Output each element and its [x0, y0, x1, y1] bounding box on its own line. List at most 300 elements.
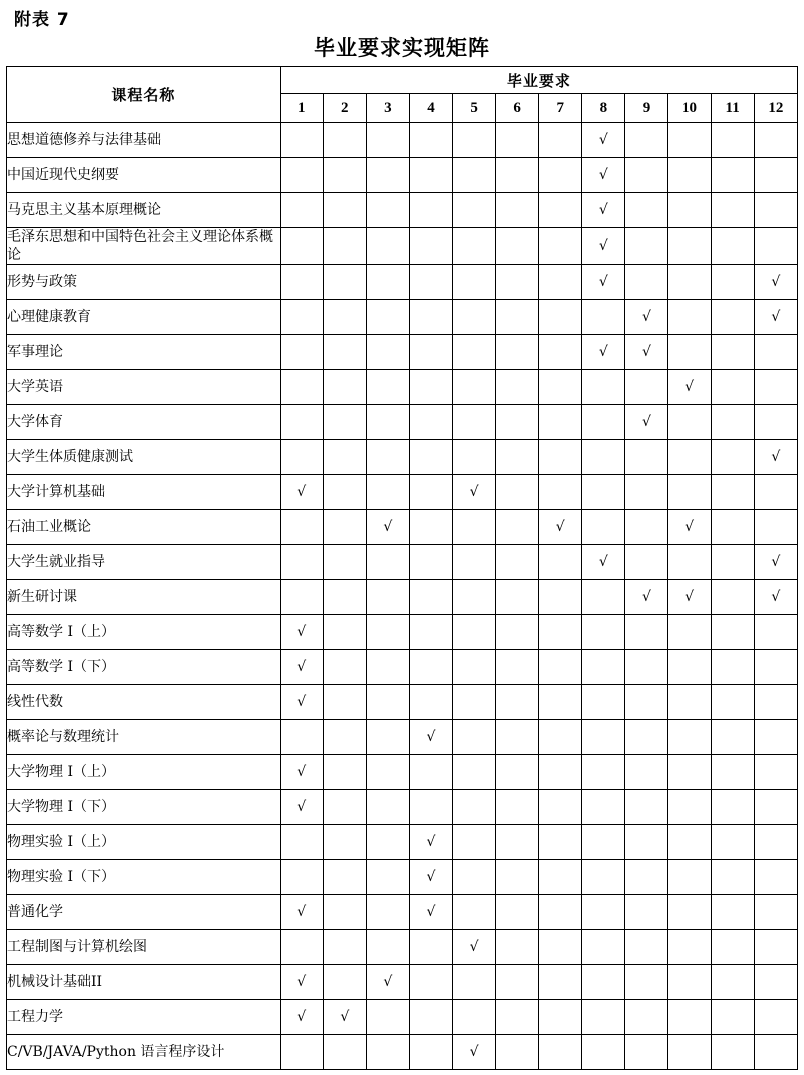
empty-cell — [668, 545, 711, 580]
empty-cell — [323, 580, 366, 615]
empty-cell — [754, 720, 797, 755]
empty-cell — [366, 650, 409, 685]
empty-cell — [409, 545, 452, 580]
check-mark: √ — [754, 580, 797, 615]
empty-cell — [409, 1035, 452, 1070]
empty-cell — [582, 825, 625, 860]
empty-cell — [496, 193, 539, 228]
empty-cell — [582, 1000, 625, 1035]
empty-cell — [668, 440, 711, 475]
empty-cell — [754, 405, 797, 440]
empty-cell — [711, 650, 754, 685]
empty-cell — [409, 158, 452, 193]
empty-cell — [668, 965, 711, 1000]
empty-cell — [754, 895, 797, 930]
requirement-number-header: 10 — [668, 94, 711, 123]
check-mark: √ — [582, 228, 625, 265]
check-mark: √ — [754, 545, 797, 580]
empty-cell — [280, 405, 323, 440]
empty-cell — [711, 300, 754, 335]
check-mark: √ — [582, 545, 625, 580]
empty-cell — [668, 158, 711, 193]
check-mark: √ — [625, 300, 668, 335]
empty-cell — [711, 265, 754, 300]
empty-cell — [539, 370, 582, 405]
empty-cell — [366, 545, 409, 580]
empty-cell — [668, 300, 711, 335]
empty-cell — [711, 1000, 754, 1035]
course-name-cell: 大学生就业指导 — [7, 545, 281, 580]
empty-cell — [582, 790, 625, 825]
empty-cell — [582, 685, 625, 720]
empty-cell — [668, 790, 711, 825]
empty-cell — [280, 370, 323, 405]
empty-cell — [453, 405, 496, 440]
empty-cell — [496, 965, 539, 1000]
course-name-cell: 中国近现代史纲要 — [7, 158, 281, 193]
course-name-cell: 大学物理 I（下） — [7, 790, 281, 825]
empty-cell — [280, 123, 323, 158]
empty-cell — [323, 545, 366, 580]
empty-cell — [754, 650, 797, 685]
empty-cell — [754, 228, 797, 265]
table-row — [7, 650, 798, 685]
empty-cell — [366, 158, 409, 193]
empty-cell — [409, 1000, 452, 1035]
empty-cell — [711, 685, 754, 720]
empty-cell — [323, 370, 366, 405]
empty-cell — [582, 895, 625, 930]
empty-cell — [754, 370, 797, 405]
empty-cell — [539, 1035, 582, 1070]
empty-cell — [668, 1035, 711, 1070]
empty-cell — [625, 930, 668, 965]
empty-cell — [625, 615, 668, 650]
empty-cell — [496, 510, 539, 545]
table-row — [7, 440, 798, 475]
empty-cell — [280, 335, 323, 370]
table-row — [7, 860, 798, 895]
empty-cell — [668, 650, 711, 685]
empty-cell — [366, 123, 409, 158]
empty-cell — [453, 860, 496, 895]
empty-cell — [711, 930, 754, 965]
check-mark: √ — [625, 335, 668, 370]
empty-cell — [711, 440, 754, 475]
empty-cell — [453, 720, 496, 755]
check-mark: √ — [366, 965, 409, 1000]
empty-cell — [409, 930, 452, 965]
empty-cell — [668, 405, 711, 440]
empty-cell — [539, 860, 582, 895]
empty-cell — [582, 720, 625, 755]
empty-cell — [323, 405, 366, 440]
empty-cell — [496, 475, 539, 510]
empty-cell — [409, 265, 452, 300]
empty-cell — [323, 228, 366, 265]
empty-cell — [625, 825, 668, 860]
check-mark: √ — [409, 860, 452, 895]
empty-cell — [539, 825, 582, 860]
empty-cell — [754, 860, 797, 895]
course-name-cell: 工程制图与计算机绘图 — [7, 930, 281, 965]
empty-cell — [625, 193, 668, 228]
empty-cell — [625, 1000, 668, 1035]
empty-cell — [366, 825, 409, 860]
empty-cell — [668, 755, 711, 790]
empty-cell — [582, 965, 625, 1000]
empty-cell — [668, 193, 711, 228]
empty-cell — [453, 615, 496, 650]
empty-cell — [496, 650, 539, 685]
empty-cell — [453, 895, 496, 930]
table-row — [7, 193, 798, 228]
empty-cell — [496, 1035, 539, 1070]
requirement-number-header: 3 — [366, 94, 409, 123]
empty-cell — [625, 895, 668, 930]
empty-cell — [711, 193, 754, 228]
course-name-cell: 大学物理 I（上） — [7, 755, 281, 790]
check-mark: √ — [280, 650, 323, 685]
graduation-requirements-header: 毕业要求 — [280, 67, 797, 94]
empty-cell — [280, 228, 323, 265]
requirement-number-header: 12 — [754, 94, 797, 123]
check-mark: √ — [582, 335, 625, 370]
empty-cell — [453, 335, 496, 370]
empty-cell — [496, 228, 539, 265]
empty-cell — [754, 193, 797, 228]
empty-cell — [582, 510, 625, 545]
table-row — [7, 510, 798, 545]
empty-cell — [366, 335, 409, 370]
check-mark: √ — [280, 790, 323, 825]
empty-cell — [366, 228, 409, 265]
empty-cell — [711, 228, 754, 265]
table-row — [7, 965, 798, 1000]
empty-cell — [625, 265, 668, 300]
empty-cell — [453, 370, 496, 405]
empty-cell — [496, 580, 539, 615]
empty-cell — [409, 370, 452, 405]
empty-cell — [539, 228, 582, 265]
empty-cell — [453, 685, 496, 720]
empty-cell — [496, 158, 539, 193]
empty-cell — [453, 228, 496, 265]
empty-cell — [539, 265, 582, 300]
empty-cell — [366, 720, 409, 755]
empty-cell — [496, 895, 539, 930]
empty-cell — [754, 475, 797, 510]
table-row — [7, 158, 798, 193]
empty-cell — [409, 440, 452, 475]
empty-cell — [539, 685, 582, 720]
empty-cell — [409, 755, 452, 790]
empty-cell — [366, 193, 409, 228]
empty-cell — [668, 895, 711, 930]
table-row — [7, 930, 798, 965]
check-mark: √ — [625, 580, 668, 615]
empty-cell — [496, 930, 539, 965]
empty-cell — [366, 1035, 409, 1070]
empty-cell — [323, 615, 366, 650]
empty-cell — [754, 615, 797, 650]
empty-cell — [539, 930, 582, 965]
check-mark: √ — [582, 265, 625, 300]
empty-cell — [582, 755, 625, 790]
empty-cell — [453, 545, 496, 580]
empty-cell — [711, 545, 754, 580]
empty-cell — [668, 475, 711, 510]
course-name-cell: C/VB/JAVA/Python 语言程序设计 — [7, 1035, 281, 1070]
empty-cell — [754, 123, 797, 158]
empty-cell — [453, 965, 496, 1000]
empty-cell — [625, 755, 668, 790]
empty-cell — [754, 510, 797, 545]
table-row — [7, 228, 798, 265]
empty-cell — [711, 510, 754, 545]
empty-cell — [711, 370, 754, 405]
table-row — [7, 720, 798, 755]
empty-cell — [323, 265, 366, 300]
requirements-matrix-table — [6, 66, 798, 1070]
empty-cell — [280, 300, 323, 335]
empty-cell — [409, 335, 452, 370]
empty-cell — [409, 580, 452, 615]
empty-cell — [323, 300, 366, 335]
table-row — [7, 580, 798, 615]
check-mark: √ — [280, 615, 323, 650]
empty-cell — [496, 370, 539, 405]
requirement-number-header: 5 — [453, 94, 496, 123]
empty-cell — [496, 335, 539, 370]
empty-cell — [668, 930, 711, 965]
course-name-cell: 普通化学 — [7, 895, 281, 930]
empty-cell — [625, 860, 668, 895]
empty-cell — [582, 475, 625, 510]
course-name-cell: 新生研讨课 — [7, 580, 281, 615]
requirement-number-header: 11 — [711, 94, 754, 123]
check-mark: √ — [625, 405, 668, 440]
empty-cell — [496, 545, 539, 580]
empty-cell — [582, 580, 625, 615]
empty-cell — [539, 405, 582, 440]
check-mark: √ — [280, 965, 323, 1000]
course-name-cell: 机械设计基础II — [7, 965, 281, 1000]
check-mark: √ — [280, 755, 323, 790]
empty-cell — [582, 300, 625, 335]
empty-cell — [711, 1035, 754, 1070]
empty-cell — [496, 790, 539, 825]
empty-cell — [366, 370, 409, 405]
empty-cell — [323, 755, 366, 790]
empty-cell — [409, 475, 452, 510]
empty-cell — [323, 123, 366, 158]
empty-cell — [754, 685, 797, 720]
empty-cell — [323, 158, 366, 193]
empty-cell — [280, 580, 323, 615]
course-name-cell: 毛泽东思想和中国特色社会主义理论体系概论 — [7, 228, 281, 265]
appendix-label: 附表 7 — [14, 10, 70, 30]
table-row — [7, 335, 798, 370]
course-name-cell: 大学生体质健康测试 — [7, 440, 281, 475]
empty-cell — [409, 685, 452, 720]
empty-cell — [625, 545, 668, 580]
check-mark: √ — [453, 1035, 496, 1070]
empty-cell — [409, 123, 452, 158]
empty-cell — [323, 930, 366, 965]
empty-cell — [539, 123, 582, 158]
table-row — [7, 405, 798, 440]
empty-cell — [711, 965, 754, 1000]
course-name-cell: 物理实验 I（上） — [7, 825, 281, 860]
empty-cell — [539, 440, 582, 475]
empty-cell — [668, 720, 711, 755]
empty-cell — [323, 650, 366, 685]
course-name-cell: 高等数学 I（上） — [7, 615, 281, 650]
empty-cell — [323, 440, 366, 475]
empty-cell — [582, 405, 625, 440]
empty-cell — [539, 475, 582, 510]
empty-cell — [711, 123, 754, 158]
empty-cell — [409, 405, 452, 440]
empty-cell — [711, 895, 754, 930]
empty-cell — [453, 755, 496, 790]
empty-cell — [409, 965, 452, 1000]
empty-cell — [539, 895, 582, 930]
requirement-number-header: 9 — [625, 94, 668, 123]
empty-cell — [323, 860, 366, 895]
empty-cell — [323, 825, 366, 860]
table-row — [7, 265, 798, 300]
table-header — [7, 67, 798, 123]
empty-cell — [453, 1000, 496, 1035]
check-mark: √ — [453, 475, 496, 510]
check-mark: √ — [280, 685, 323, 720]
empty-cell — [366, 1000, 409, 1035]
empty-cell — [366, 405, 409, 440]
empty-cell — [582, 930, 625, 965]
empty-cell — [280, 825, 323, 860]
requirement-number-header: 1 — [280, 94, 323, 123]
table-row — [7, 895, 798, 930]
empty-cell — [668, 335, 711, 370]
empty-cell — [496, 615, 539, 650]
empty-cell — [366, 930, 409, 965]
empty-cell — [453, 265, 496, 300]
empty-cell — [280, 440, 323, 475]
empty-cell — [496, 825, 539, 860]
empty-cell — [409, 615, 452, 650]
empty-cell — [323, 510, 366, 545]
check-mark: √ — [409, 720, 452, 755]
empty-cell — [280, 1035, 323, 1070]
requirement-number-header: 2 — [323, 94, 366, 123]
course-name-cell: 概率论与数理统计 — [7, 720, 281, 755]
empty-cell — [668, 825, 711, 860]
empty-cell — [582, 440, 625, 475]
empty-cell — [625, 1035, 668, 1070]
empty-cell — [323, 790, 366, 825]
table-row — [7, 1035, 798, 1070]
empty-cell — [453, 440, 496, 475]
empty-cell — [668, 685, 711, 720]
empty-cell — [323, 965, 366, 1000]
empty-cell — [625, 158, 668, 193]
table-row — [7, 755, 798, 790]
empty-cell — [323, 193, 366, 228]
empty-cell — [582, 370, 625, 405]
table-row — [7, 790, 798, 825]
empty-cell — [409, 300, 452, 335]
empty-cell — [409, 510, 452, 545]
course-name-cell: 思想道德修养与法律基础 — [7, 123, 281, 158]
empty-cell — [711, 580, 754, 615]
check-mark: √ — [754, 265, 797, 300]
course-name-cell: 军事理论 — [7, 335, 281, 370]
empty-cell — [754, 158, 797, 193]
empty-cell — [453, 158, 496, 193]
empty-cell — [453, 580, 496, 615]
empty-cell — [280, 545, 323, 580]
empty-cell — [625, 790, 668, 825]
empty-cell — [539, 790, 582, 825]
empty-cell — [539, 335, 582, 370]
empty-cell — [539, 650, 582, 685]
empty-cell — [711, 405, 754, 440]
empty-cell — [754, 790, 797, 825]
empty-cell — [409, 228, 452, 265]
empty-cell — [496, 123, 539, 158]
empty-cell — [453, 650, 496, 685]
empty-cell — [453, 790, 496, 825]
course-name-cell: 石油工业概论 — [7, 510, 281, 545]
empty-cell — [409, 790, 452, 825]
empty-cell — [496, 300, 539, 335]
check-mark: √ — [754, 440, 797, 475]
empty-cell — [539, 755, 582, 790]
empty-cell — [582, 860, 625, 895]
empty-cell — [711, 158, 754, 193]
requirement-number-header: 6 — [496, 94, 539, 123]
empty-cell — [366, 615, 409, 650]
empty-cell — [625, 965, 668, 1000]
empty-cell — [539, 580, 582, 615]
empty-cell — [539, 615, 582, 650]
empty-cell — [453, 300, 496, 335]
empty-cell — [754, 965, 797, 1000]
empty-cell — [582, 615, 625, 650]
empty-cell — [280, 193, 323, 228]
empty-cell — [323, 335, 366, 370]
empty-cell — [539, 720, 582, 755]
empty-cell — [280, 265, 323, 300]
check-mark: √ — [539, 510, 582, 545]
table-row — [7, 615, 798, 650]
empty-cell — [754, 930, 797, 965]
check-mark: √ — [409, 895, 452, 930]
requirement-number-header: 4 — [409, 94, 452, 123]
table-body — [7, 123, 798, 1070]
course-name-cell: 大学计算机基础 — [7, 475, 281, 510]
check-mark: √ — [280, 1000, 323, 1035]
empty-cell — [668, 860, 711, 895]
course-name-cell: 大学英语 — [7, 370, 281, 405]
course-name-cell: 高等数学 I（下） — [7, 650, 281, 685]
empty-cell — [539, 1000, 582, 1035]
empty-cell — [366, 440, 409, 475]
check-mark: √ — [582, 123, 625, 158]
empty-cell — [366, 300, 409, 335]
